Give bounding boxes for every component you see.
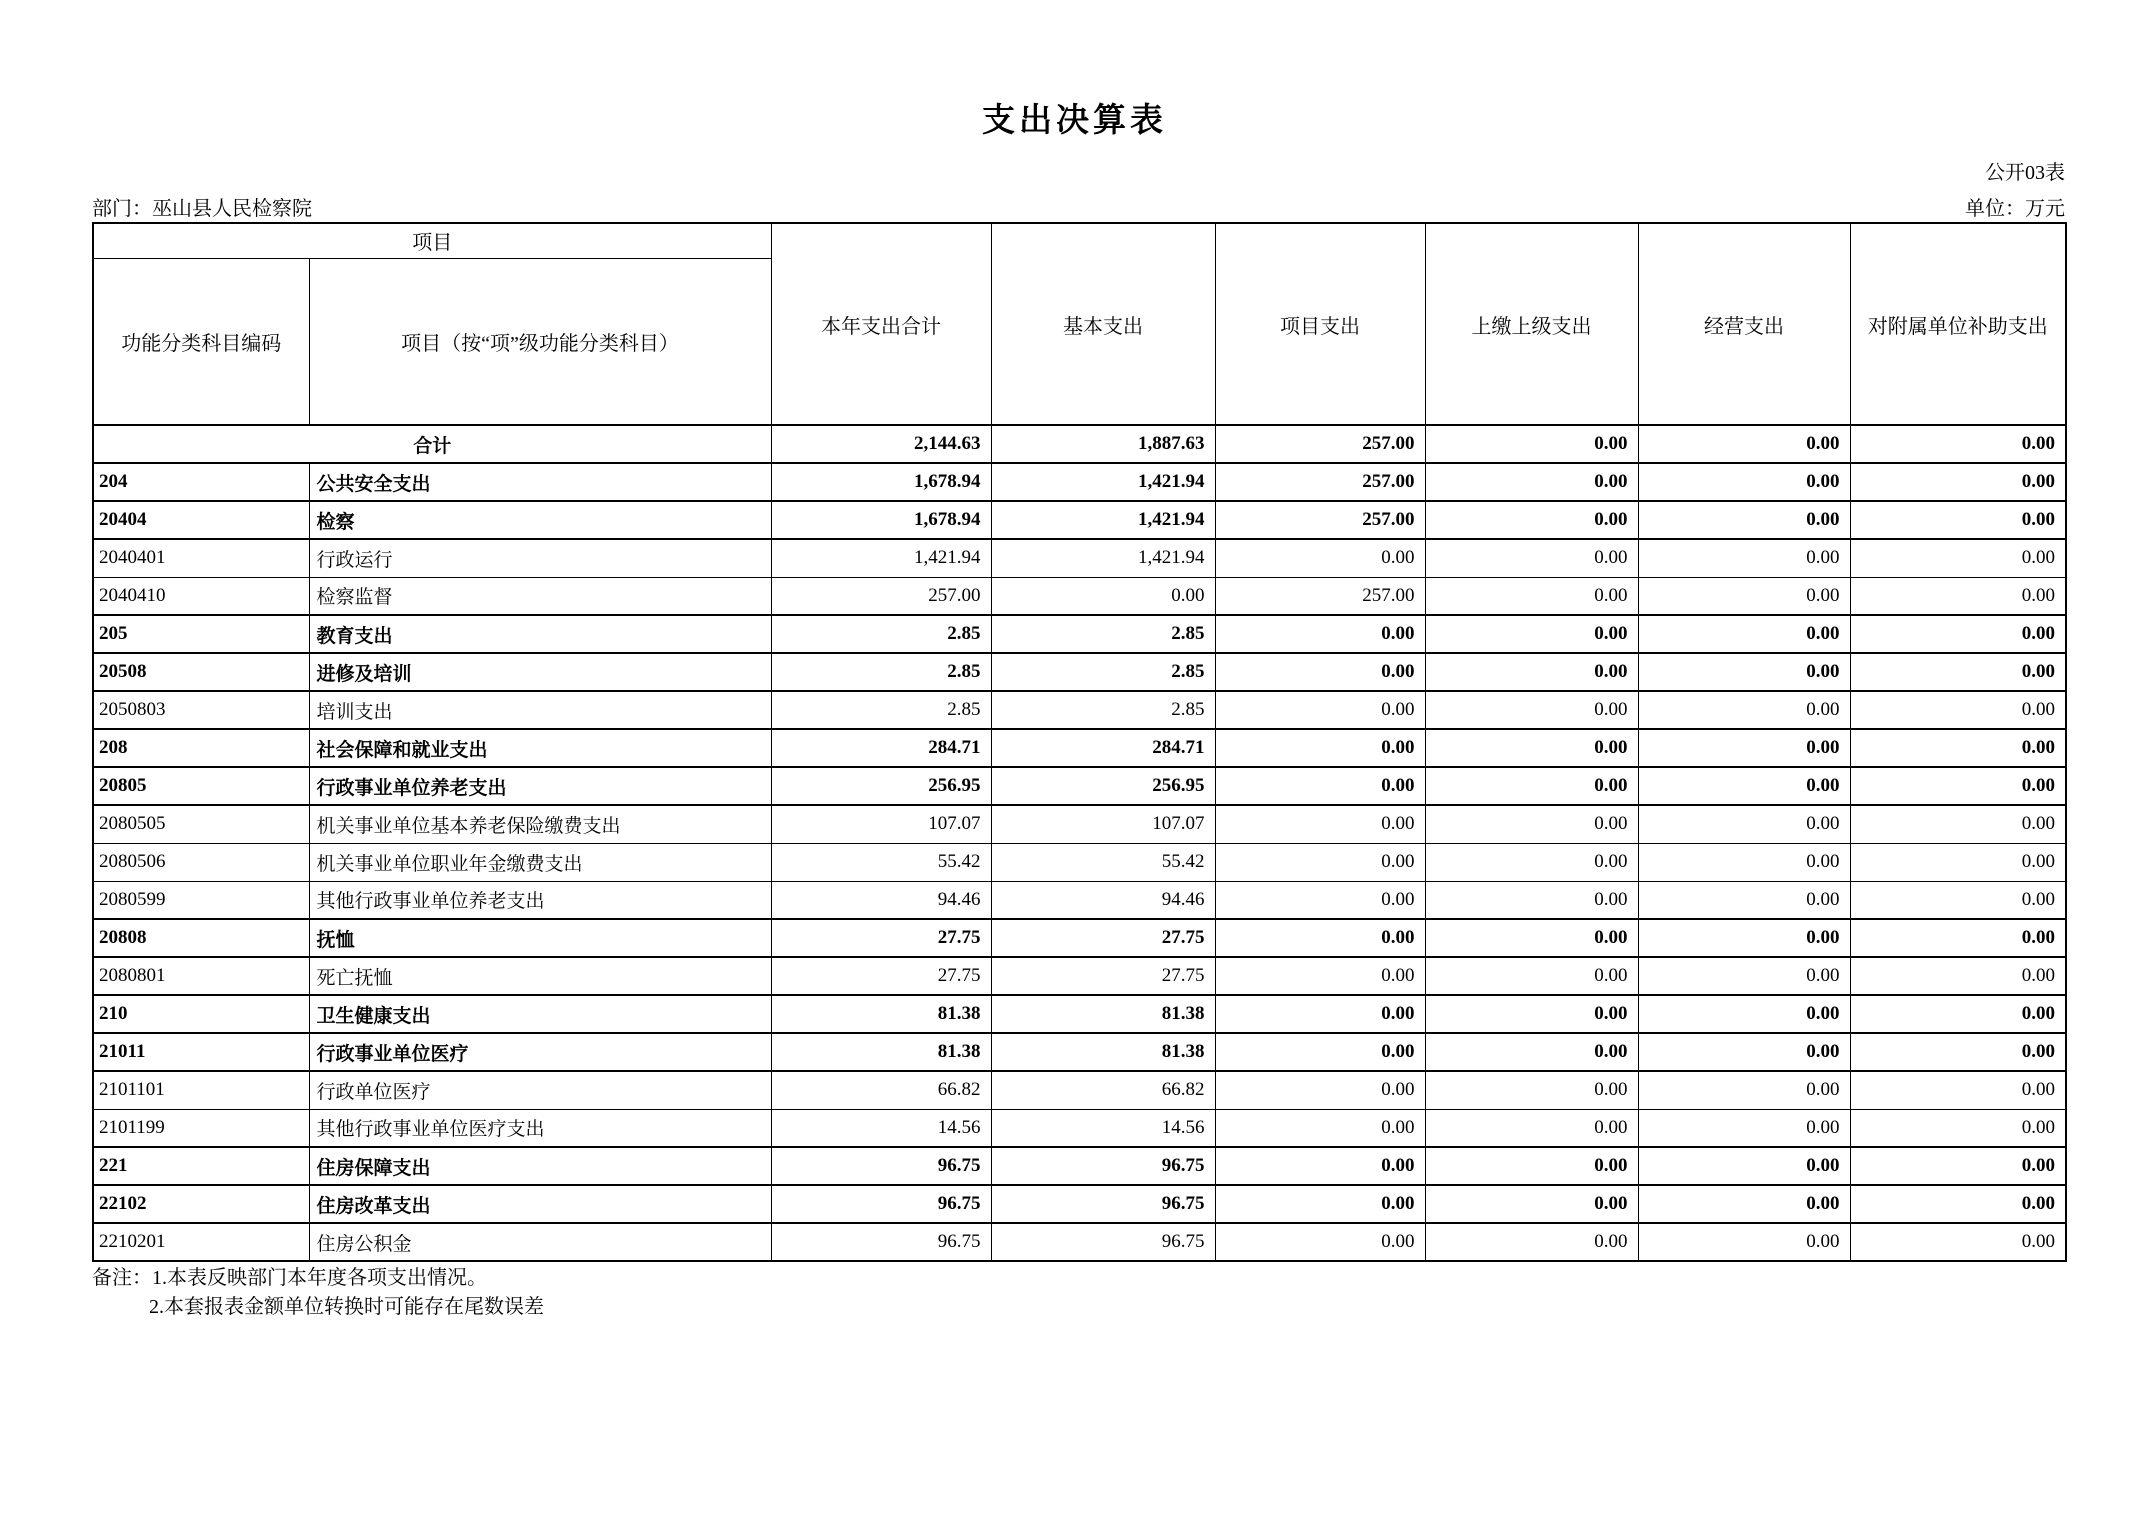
cell-num: 0.00 (1850, 425, 2066, 463)
table-body (93, 425, 2066, 1261)
cell-code: 2101199 (93, 1109, 309, 1147)
cell-num: 0.00 (1215, 1223, 1425, 1261)
cell-num: 0.00 (1638, 577, 1850, 615)
table-header (93, 223, 2066, 425)
cell-num: 0.00 (1638, 767, 1850, 805)
cell-num: 257.00 (771, 577, 991, 615)
cell-code: 22102 (93, 1185, 309, 1223)
cell-num: 0.00 (1638, 1033, 1850, 1071)
cell-num: 1,421.94 (991, 539, 1215, 577)
cell-num: 0.00 (1850, 919, 2066, 957)
cell-num: 27.75 (991, 957, 1215, 995)
cell-num: 2.85 (991, 691, 1215, 729)
cell-num: 0.00 (1850, 957, 2066, 995)
cell-num: 0.00 (1425, 1033, 1638, 1071)
cell-num: 107.07 (771, 805, 991, 843)
cell-num: 0.00 (1850, 653, 2066, 691)
cell-name: 行政事业单位医疗 (309, 1033, 771, 1071)
cell-name: 检察 (309, 501, 771, 539)
cell-num: 96.75 (991, 1147, 1215, 1185)
table-row (93, 653, 2066, 691)
cell-num: 2,144.63 (771, 425, 991, 463)
cell-code: 2080506 (93, 843, 309, 881)
cell-num: 0.00 (1638, 691, 1850, 729)
cell-num: 0.00 (1425, 957, 1638, 995)
cell-num: 0.00 (1850, 729, 2066, 767)
cell-num: 0.00 (1215, 919, 1425, 957)
cell-code: 20808 (93, 919, 309, 957)
cell-num: 0.00 (1215, 653, 1425, 691)
cell-name: 住房改革支出 (309, 1185, 771, 1223)
cell-num: 0.00 (1425, 995, 1638, 1033)
header-row-group (93, 223, 2066, 258)
cell-num: 81.38 (771, 1033, 991, 1071)
cell-name: 行政运行 (309, 539, 771, 577)
cell-name: 检察监督 (309, 577, 771, 615)
total-label: 合计 (93, 425, 771, 463)
cell-name: 社会保障和就业支出 (309, 729, 771, 767)
cell-name: 行政事业单位养老支出 (309, 767, 771, 805)
cell-num: 0.00 (1215, 767, 1425, 805)
table-row (93, 919, 2066, 957)
cell-num: 0.00 (1215, 615, 1425, 653)
cell-num: 0.00 (1425, 843, 1638, 881)
cell-code: 205 (93, 615, 309, 653)
note-text: 1.本表反映部门本年度各项支出情况。 (152, 1267, 487, 1289)
cell-code: 204 (93, 463, 309, 501)
cell-num: 0.00 (1850, 1033, 2066, 1071)
table-row (93, 1109, 2066, 1147)
table-row (93, 539, 2066, 577)
cell-num: 0.00 (1425, 881, 1638, 919)
note-line: 2.本套报表金额单位转换时可能存在尾数误差 (149, 1296, 544, 1318)
cell-num: 55.42 (771, 843, 991, 881)
cell-num: 0.00 (1850, 1185, 2066, 1223)
table-row (93, 881, 2066, 919)
cell-num: 0.00 (1215, 1071, 1425, 1109)
cell-num: 0.00 (1215, 881, 1425, 919)
table-code-label: 公开03表 (1985, 162, 2065, 184)
cell-num: 2.85 (771, 653, 991, 691)
cell-num: 81.38 (771, 995, 991, 1033)
cell-name: 其他行政事业单位医疗支出 (309, 1109, 771, 1147)
cell-code: 2050803 (93, 691, 309, 729)
cell-num: 66.82 (771, 1071, 991, 1109)
table-row (93, 957, 2066, 995)
cell-num: 0.00 (1215, 995, 1425, 1033)
cell-code: 2080505 (93, 805, 309, 843)
cell-num: 0.00 (1638, 1147, 1850, 1185)
cell-num: 0.00 (1215, 539, 1425, 577)
cell-num: 0.00 (991, 577, 1215, 615)
cell-num: 1,887.63 (991, 425, 1215, 463)
cell-num: 107.07 (991, 805, 1215, 843)
table-row (93, 1147, 2066, 1185)
cell-num: 0.00 (1638, 1109, 1850, 1147)
cell-num: 0.00 (1850, 691, 2066, 729)
cell-num: 0.00 (1638, 615, 1850, 653)
table-row (93, 501, 2066, 539)
cell-num: 0.00 (1850, 615, 2066, 653)
header-project-group: 项目 (93, 223, 771, 258)
cell-num: 0.00 (1215, 957, 1425, 995)
cell-num: 2.85 (771, 615, 991, 653)
table-row (93, 615, 2066, 653)
cell-name: 住房保障支出 (309, 1147, 771, 1185)
cell-num: 284.71 (771, 729, 991, 767)
cell-num: 55.42 (991, 843, 1215, 881)
cell-name: 死亡抚恤 (309, 957, 771, 995)
cell-num: 0.00 (1425, 1109, 1638, 1147)
header-col-project: 项目支出 (1215, 223, 1425, 425)
cell-num: 0.00 (1425, 729, 1638, 767)
cell-num: 1,678.94 (771, 463, 991, 501)
cell-num: 0.00 (1425, 1185, 1638, 1223)
cell-name: 住房公积金 (309, 1223, 771, 1261)
table-row (93, 691, 2066, 729)
header-col-upper: 上缴上级支出 (1425, 223, 1638, 425)
cell-num: 0.00 (1425, 463, 1638, 501)
cell-num: 0.00 (1638, 463, 1850, 501)
cell-num: 0.00 (1850, 767, 2066, 805)
cell-num: 14.56 (771, 1109, 991, 1147)
cell-num: 94.46 (771, 881, 991, 919)
cell-num: 284.71 (991, 729, 1215, 767)
cell-num: 96.75 (991, 1185, 1215, 1223)
cell-code: 210 (93, 995, 309, 1033)
cell-num: 14.56 (991, 1109, 1215, 1147)
cell-num: 1,421.94 (991, 501, 1215, 539)
cell-num: 0.00 (1215, 1033, 1425, 1071)
cell-num: 0.00 (1425, 615, 1638, 653)
cell-num: 0.00 (1215, 1147, 1425, 1185)
cell-name: 进修及培训 (309, 653, 771, 691)
cell-num: 0.00 (1638, 425, 1850, 463)
header-code: 功能分类科目编码 (93, 258, 309, 425)
cell-num: 0.00 (1215, 691, 1425, 729)
cell-code: 2210201 (93, 1223, 309, 1261)
cell-num: 257.00 (1215, 463, 1425, 501)
cell-num: 0.00 (1425, 919, 1638, 957)
cell-num: 27.75 (991, 919, 1215, 957)
cell-name: 培训支出 (309, 691, 771, 729)
header-col-operating: 经营支出 (1638, 223, 1850, 425)
table-row-total (93, 425, 2066, 463)
header-col-basic: 基本支出 (991, 223, 1215, 425)
cell-num: 0.00 (1638, 843, 1850, 881)
header-project-item: 项目（按“项”级功能分类科目） (309, 258, 771, 425)
cell-num: 96.75 (991, 1223, 1215, 1261)
cell-code: 2080599 (93, 881, 309, 919)
cell-code: 2080801 (93, 957, 309, 995)
cell-num: 96.75 (771, 1223, 991, 1261)
cell-num: 0.00 (1638, 957, 1850, 995)
cell-code: 21011 (93, 1033, 309, 1071)
cell-num: 0.00 (1425, 691, 1638, 729)
cell-code: 2040401 (93, 539, 309, 577)
cell-num: 0.00 (1425, 1071, 1638, 1109)
notes (92, 1264, 544, 1322)
cell-num: 0.00 (1850, 1109, 2066, 1147)
cell-num: 0.00 (1638, 1071, 1850, 1109)
cell-num: 94.46 (991, 881, 1215, 919)
cell-num: 81.38 (991, 995, 1215, 1033)
cell-num: 0.00 (1215, 843, 1425, 881)
cell-num: 0.00 (1638, 501, 1850, 539)
cell-name: 机关事业单位基本养老保险缴费支出 (309, 805, 771, 843)
cell-num: 0.00 (1425, 1147, 1638, 1185)
cell-num: 0.00 (1215, 805, 1425, 843)
cell-num: 2.85 (991, 653, 1215, 691)
table-row (93, 1185, 2066, 1223)
cell-code: 221 (93, 1147, 309, 1185)
cell-num: 0.00 (1425, 425, 1638, 463)
cell-num: 0.00 (1425, 539, 1638, 577)
expenditure-table (92, 222, 2067, 1262)
cell-num: 0.00 (1215, 1109, 1425, 1147)
cell-name: 抚恤 (309, 919, 771, 957)
cell-code: 2101101 (93, 1071, 309, 1109)
table-row (93, 1071, 2066, 1109)
cell-num: 0.00 (1425, 577, 1638, 615)
cell-num: 0.00 (1425, 767, 1638, 805)
cell-name: 教育支出 (309, 615, 771, 653)
cell-num: 0.00 (1425, 501, 1638, 539)
cell-num: 0.00 (1638, 1223, 1850, 1261)
table-row (93, 577, 2066, 615)
cell-num: 256.95 (991, 767, 1215, 805)
department-label: 部门：巫山县人民检察院 (92, 198, 312, 220)
cell-num: 0.00 (1638, 653, 1850, 691)
cell-num: 0.00 (1638, 539, 1850, 577)
cell-num: 0.00 (1850, 1147, 2066, 1185)
cell-num: 81.38 (991, 1033, 1215, 1071)
cell-num: 257.00 (1215, 577, 1425, 615)
table-row (93, 843, 2066, 881)
cell-num: 0.00 (1850, 881, 2066, 919)
table-row (93, 767, 2066, 805)
cell-num: 0.00 (1425, 805, 1638, 843)
cell-num: 0.00 (1638, 881, 1850, 919)
cell-code: 20508 (93, 653, 309, 691)
cell-code: 20404 (93, 501, 309, 539)
table-row (93, 1223, 2066, 1261)
cell-code: 2040410 (93, 577, 309, 615)
cell-num: 66.82 (991, 1071, 1215, 1109)
cell-num: 0.00 (1850, 1071, 2066, 1109)
cell-num: 96.75 (771, 1185, 991, 1223)
cell-num: 27.75 (771, 919, 991, 957)
note-line (92, 1264, 544, 1293)
cell-num: 0.00 (1215, 1185, 1425, 1223)
cell-num: 1,678.94 (771, 501, 991, 539)
cell-num: 27.75 (771, 957, 991, 995)
cell-name: 卫生健康支出 (309, 995, 771, 1033)
cell-num: 0.00 (1850, 843, 2066, 881)
cell-num: 0.00 (1425, 653, 1638, 691)
cell-num: 0.00 (1850, 1223, 2066, 1261)
header-col-subsidy: 对附属单位补助支出 (1850, 223, 2066, 425)
cell-num: 0.00 (1215, 729, 1425, 767)
page-title: 支出决算表 (982, 103, 1167, 139)
table-row (93, 805, 2066, 843)
header-col-year-total: 本年支出合计 (771, 223, 991, 425)
cell-num: 0.00 (1850, 995, 2066, 1033)
cell-num: 0.00 (1850, 501, 2066, 539)
cell-name: 行政单位医疗 (309, 1071, 771, 1109)
cell-num: 96.75 (771, 1147, 991, 1185)
cell-num: 0.00 (1850, 805, 2066, 843)
cell-num: 0.00 (1638, 729, 1850, 767)
unit-label: 单位：万元 (1965, 198, 2065, 220)
table-row (93, 995, 2066, 1033)
cell-num: 0.00 (1638, 1185, 1850, 1223)
cell-code: 208 (93, 729, 309, 767)
table-row (93, 729, 2066, 767)
cell-name: 其他行政事业单位养老支出 (309, 881, 771, 919)
cell-num: 0.00 (1850, 463, 2066, 501)
cell-name: 机关事业单位职业年金缴费支出 (309, 843, 771, 881)
cell-num: 257.00 (1215, 501, 1425, 539)
cell-num: 2.85 (771, 691, 991, 729)
cell-num: 0.00 (1638, 919, 1850, 957)
cell-num: 0.00 (1850, 539, 2066, 577)
cell-num: 0.00 (1425, 1223, 1638, 1261)
cell-num: 0.00 (1638, 995, 1850, 1033)
table-row (93, 1033, 2066, 1071)
table-row (93, 463, 2066, 501)
cell-name: 公共安全支出 (309, 463, 771, 501)
cell-num: 0.00 (1638, 805, 1850, 843)
cell-num: 0.00 (1850, 577, 2066, 615)
cell-num: 1,421.94 (991, 463, 1215, 501)
cell-num: 256.95 (771, 767, 991, 805)
cell-num: 257.00 (1215, 425, 1425, 463)
notes-prefix: 备注： (92, 1267, 152, 1289)
cell-code: 20805 (93, 767, 309, 805)
cell-num: 1,421.94 (771, 539, 991, 577)
cell-num: 2.85 (991, 615, 1215, 653)
